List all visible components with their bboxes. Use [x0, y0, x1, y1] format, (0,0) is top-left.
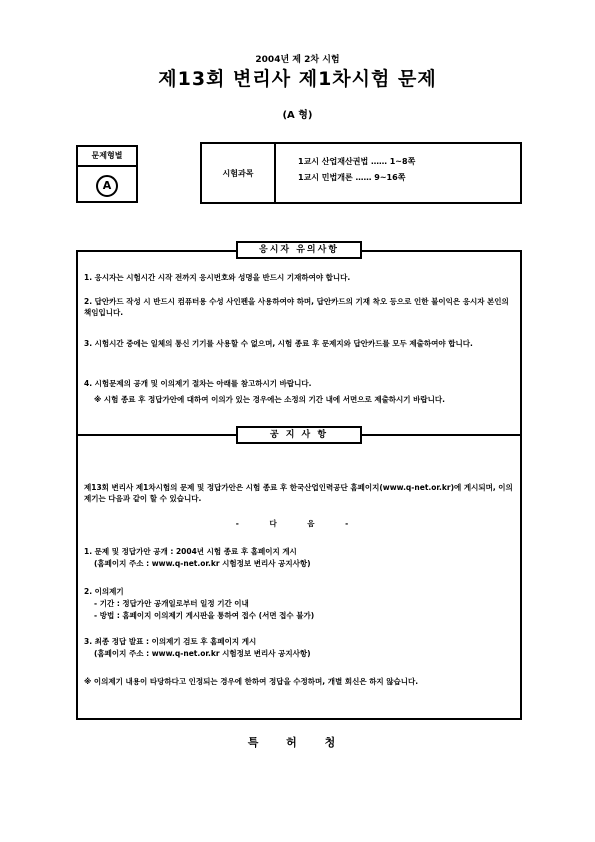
notice-item: 2. 답안카드 작성 시 반드시 컴퓨터용 수성 사인펜을 사용하여야 하며, 답안카드의 기재 착오 등으로 인한 불이익은 응시자 본인의 책임입니다. [84, 297, 509, 317]
notice-item: 1. 응시자는 시험시간 시작 전까지 응시번호와 성명을 반드시 기재하여야 합니다. [84, 273, 351, 282]
subject-list [276, 144, 520, 202]
notice2-center: - 다 음 - [235, 519, 363, 528]
question-type-value-wrap [78, 167, 136, 203]
question-type-value: A [96, 175, 118, 197]
top-caption: 2004년 제 2차 시험 [255, 55, 340, 65]
notice-item: 3. 시험시간 중에는 일체의 통신 기기를 사용할 수 없으며, 시험 종료 후 문제지와 답안카드를 모두 제출하여야 합니다. [84, 339, 473, 348]
notice2-item: 1. 문제 및 정답가안 공개 : 2004년 시험 종료 후 홈페이지 게시 [84, 547, 297, 556]
page-title: 제13회 변리사 제1차시험 문제 [158, 68, 437, 90]
notice2-item: - 기간 : 정답가안 공개일로부터 일정 기간 이내 [94, 599, 249, 608]
notice2-item: (홈페이지 주소 : www.q-net.or.kr 시험정보 변리사 공지사항) [94, 649, 311, 658]
question-type-box [76, 145, 138, 203]
notice2-item: 2. 이의제기 [84, 587, 124, 596]
notice2-heading: 공 지 사 항 [236, 426, 362, 444]
notice2-item: ※ 이의제기 내용이 타당하다고 인정되는 경우에 한하여 정답을 수정하며, 개별 회신은 하지 않습니다. [84, 677, 419, 686]
notice2-intro: 제13회 변리사 제1차시험의 문제 및 정답가안은 시험 종료 후 한국산업인력공단 홈페이지(www.q-net.or.kr)에 게시되며, 이의제기는 다음과 같이 할 수 있습니다. [84, 483, 513, 503]
subject-box [200, 142, 522, 204]
notice-heading: 응시자 유의사항 [236, 241, 362, 259]
page-subtitle: (A 형) [282, 110, 313, 121]
subject-row: 1교시 민법개론 …… 9~16쪽 [298, 173, 406, 182]
question-type-label: 문제형별 [78, 147, 136, 167]
footer-issuer: 특 허 청 [247, 736, 348, 749]
notice-item: ※ 시험 종료 후 정답가안에 대하여 이의가 있는 경우에는 소정의 기간 내에 서면으로 제출하시기 바랍니다. [94, 395, 445, 404]
notice-item: 4. 시험문제의 공개 및 이의제기 절차는 아래를 참고하시기 바랍니다. [84, 379, 312, 388]
subject-label: 시험과목 [202, 144, 276, 202]
notice2-item: - 방법 : 홈페이지 이의제기 게시판을 통하여 접수 (서면 접수 불가) [94, 611, 315, 620]
notice2-item: 3. 최종 정답 발표 : 이의제기 검토 후 홈페이지 게시 [84, 637, 257, 646]
notice2-item: (홈페이지 주소 : www.q-net.or.kr 시험정보 변리사 공지사항) [94, 559, 311, 568]
subject-row: 1교시 산업재산권법 …… 1~8쪽 [298, 157, 416, 166]
